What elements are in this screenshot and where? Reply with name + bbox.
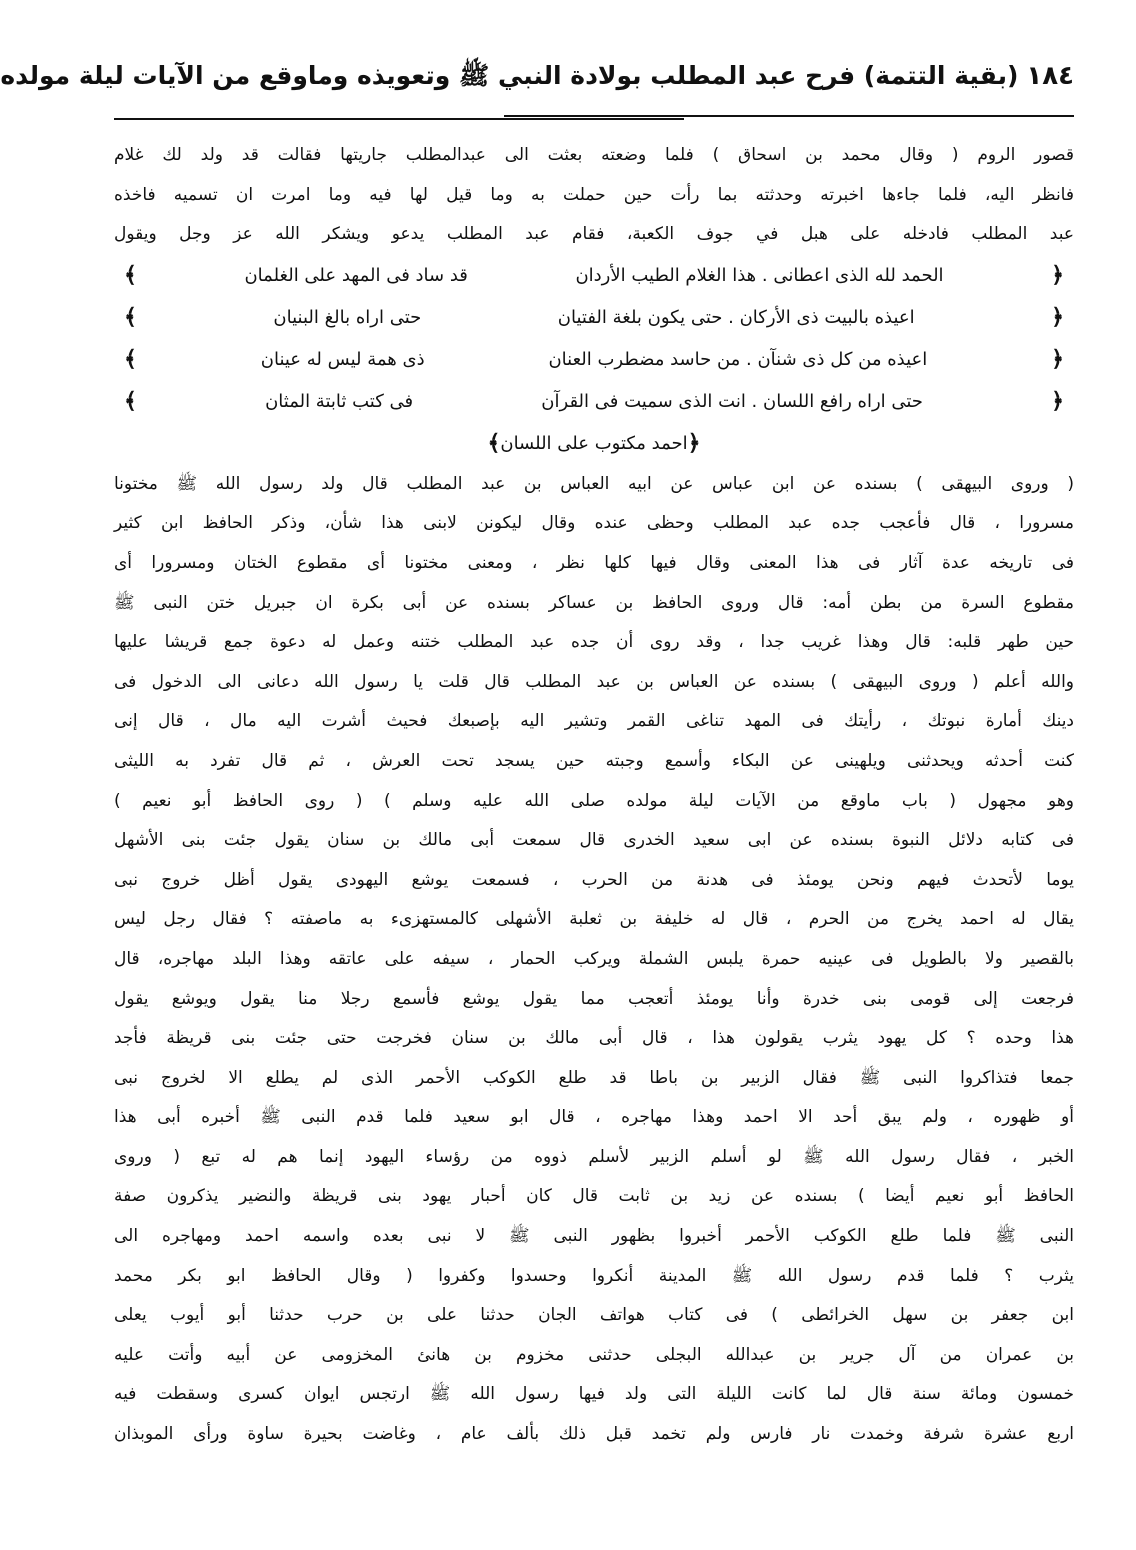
bracket-open: ﴿ xyxy=(1051,262,1064,288)
text-line: ( وروى البيهقى ) بسنده عن ابن عباس عن ابيه العباس بن عبد المطلب قال ولد رسول الله ﷺ مختونا xyxy=(114,473,1074,494)
text-line: فانظر اليه، فلما جاءها اخبرته وحدثته بما رأت حين حملت به وما قيل لها فيه وما امرت ان تسميه فاخذه xyxy=(114,184,1074,205)
verse-first-half: اعيذه من كل ذى شنآن . من حاسد مضطرب العنان xyxy=(548,348,928,370)
poem-verse-final xyxy=(124,423,1064,465)
page-number: ١٨٤ xyxy=(1026,61,1074,91)
text-line: مقطوع السرة من بطن أمه: قال وروى الحافظ بن عساكر بسنده عن أبى بكرة ان جبريل ختن النبى ﷺ xyxy=(114,592,1074,613)
text-line: حين طهر قلبه: قال وهذا غريب جدا ، وقد روى أن جده عبد المطلب ختنه وعمل له دعوة جمع قريشا عليها xyxy=(114,632,1074,653)
text-line: خمسون ومائة سنة قال لما كانت الليلة التى ولد فيها رسول الله ﷺ ارتجس ايوان كسرى وسقطت فيه xyxy=(114,1384,1074,1405)
page-title: (بقية التتمة) فرح عبد المطلب بولادة النبي ﷺ وتعويذه وماوقع من الآيات ليلة مولده xyxy=(0,61,1019,90)
text-line: والله أعلم ( وروى البيهقى ) بسنده عن العباس بن عبد المطلب قال قلت يا رسول الله دعانى الى الدخول فى xyxy=(114,671,1074,692)
poem-verse xyxy=(124,297,1064,339)
text-line: الخبر ، فقال رسول الله ﷺ لو أسلم الزبير لأسلم ذووه من رؤساء اليهود إنما هم له تبع ( وروى xyxy=(114,1146,1074,1167)
text-line: اربع عشرة شرفة وخمدت نار فارس ولم تخمد قبل ذلك بألف عام ، وغاضت بحيرة ساوة ورأى الموبذان xyxy=(114,1424,1074,1445)
bracket-close: ﴾ xyxy=(124,346,137,372)
bracket-close: ﴾ xyxy=(124,262,137,288)
text-line: يثرب ؟ فلما قدم رسول الله ﷺ المدينة أنكروا وحسدوا وكفروا ( وقال الحافظ ابو بكر محمد xyxy=(114,1265,1074,1286)
text-line: هذا وحده ؟ كل يهود يثرب يقولون هذا ، قال أبى مالك بن سنان فخرجت حتى جئت بنى قريظة فأجد xyxy=(114,1028,1074,1049)
poem-verse xyxy=(124,339,1064,381)
bracket-open: ﴿ xyxy=(687,430,701,456)
poem xyxy=(124,255,1064,465)
text-line: أو ظهوره ، ولم يبق أحد الا احمد وهذا مهاجره ، قال ابو سعيد فلما قدم النبى ﷺ أخبره أبى هذا xyxy=(114,1107,1074,1128)
text-line: دينك أمارة نبوتك ، رأيتك فى المهد تناغى القمر وتشير اليه بإصبعك فحيث أشرت اليه مال ، قال إنى xyxy=(114,711,1074,732)
header-rule-right xyxy=(504,115,1074,117)
text-line: فى تاريخه عدة آثار فى هذا المعنى وقال فيها كلها نظر ، ومعنى مختونا أى مقطوع الختان ومسرورا أى xyxy=(114,552,1074,573)
verse-first-half: الحمد لله الذى اعطانى . هذا الغلام الطيب الأردان xyxy=(575,264,944,286)
running-header xyxy=(0,60,1074,106)
bracket-close: ﴾ xyxy=(124,304,137,330)
bracket-open: ﴿ xyxy=(1051,388,1064,414)
text-line: يوما لأتحدث فيهم ونحن يومئذ فى هدنة من الحرب ، فسمعت يوشع اليهودى يقول أظل خروج نبى xyxy=(114,869,1074,890)
text-line: بالقصير ولا بالطويل فى عينيه حمرة يلبس الشملة ويركب الحمار ، سيفه على عاتقه وهذا البلد مهاجره، قال xyxy=(114,948,1074,969)
verse-first-half: حتى اراه رافع اللسان . انت الذى سميت فى القرآن xyxy=(541,390,923,412)
bracket-close: ﴾ xyxy=(487,430,501,456)
header-rule-left xyxy=(114,118,684,120)
verse-first-half: اعيذه بالبيت ذى الأركان . حتى يكون بلغة الفتيان xyxy=(557,306,915,328)
bracket-open: ﴿ xyxy=(1051,346,1064,372)
verse-second-half: فى كتب ثابتة المثان xyxy=(265,390,414,412)
verse-second-half: قد ساد فى المهد على الغلمان xyxy=(244,264,468,286)
text-line: النبى ﷺ فلما طلع الكوكب الأحمر أخبروا بظهور النبى ﷺ لا نبى بعده واسمه احمد ومهاجره الى xyxy=(114,1226,1074,1247)
text-line: فرجعت إلى قومى بنى خدرة وأنا يومئذ أتعجب مما يقول يوشع فأسمع رجلا منا يقول ويوشع يقول xyxy=(114,988,1074,1009)
bracket-close: ﴾ xyxy=(124,388,137,414)
text-line: جمعا فتذاكروا النبى ﷺ فقال الزبير بن باطا قد طلع الكوكب الأحمر الذى لم يطلع الا لخروج نبى xyxy=(114,1067,1074,1088)
verse-first-half: احمد مكتوب على اللسان xyxy=(500,432,688,454)
text-line: الحافظ أبو نعيم أيضا ) بسنده عن زيد بن ثابت قال كان أحبار يهود بنى قريظة والنضير يذكرون صفة xyxy=(114,1186,1074,1207)
book-page xyxy=(0,60,1074,1455)
text-line: يقال له احمد يخرج من الحرم ، قال له خليفة بن ثعلبة الأشهلى كالمستهزىء به ماصفته ؟ فقال رجل ليس xyxy=(114,909,1074,930)
text-line: عبد المطلب فادخله على هبل في جوف الكعبة، فقام عبد المطلب يدعو ويشكر الله عز وجل ويقول xyxy=(114,224,1074,245)
verse-second-half: حتى اراه بالغ البنيان xyxy=(273,306,422,328)
bracket-open: ﴿ xyxy=(1051,304,1064,330)
poem-verse xyxy=(124,381,1064,423)
text-line-chapter: وهو مجهول ( باب ماوقع من الآيات ليلة مولده صلى الله عليه وسلم ) ( روى الحافظ أبو نعيم ) xyxy=(114,790,1074,811)
text-line: مسرورا ، قال فأعجب جده عبد المطلب وحظى عنده وقال ليكونن لابنى هذا شأن، وذكر الحافظ ابن كثير xyxy=(114,513,1074,534)
text-line: قصور الروم ( وقال محمد بن اسحاق ) فلما وضعته بعثت الى عبدالمطلب جاريتها فقالت قد ولد لك غلام xyxy=(114,145,1074,165)
text-line: كنت أحدثه ويحدثنى ويلهينى عن البكاء وأسمع وجبته حين يسجد تحت العرش ، ثم قال تفرد به الليثى xyxy=(114,750,1074,771)
text-line: فى كتابه دلائل النبوة بسنده عن ابى سعيد الخدرى قال سمعت أبى مالك بن سنان يقول جئت بنى الأشهل xyxy=(114,830,1074,851)
header-rule xyxy=(114,112,1074,122)
main-text xyxy=(114,136,1074,1455)
poem-verse xyxy=(124,255,1064,297)
text-line: ابن جعفر بن سهل الخرائطى ) فى كتاب هواتف الجان حدثنا على بن حرب حدثنا أبو أيوب يعلى xyxy=(114,1305,1074,1326)
verse-second-half: ذى همة ليس له عينان xyxy=(260,348,425,370)
text-line: بن عمران من آل جرير بن عبدالله البجلى حدثنى مخزوم بن هانئ المخزومى عن أبيه وأتت عليه xyxy=(114,1344,1074,1365)
